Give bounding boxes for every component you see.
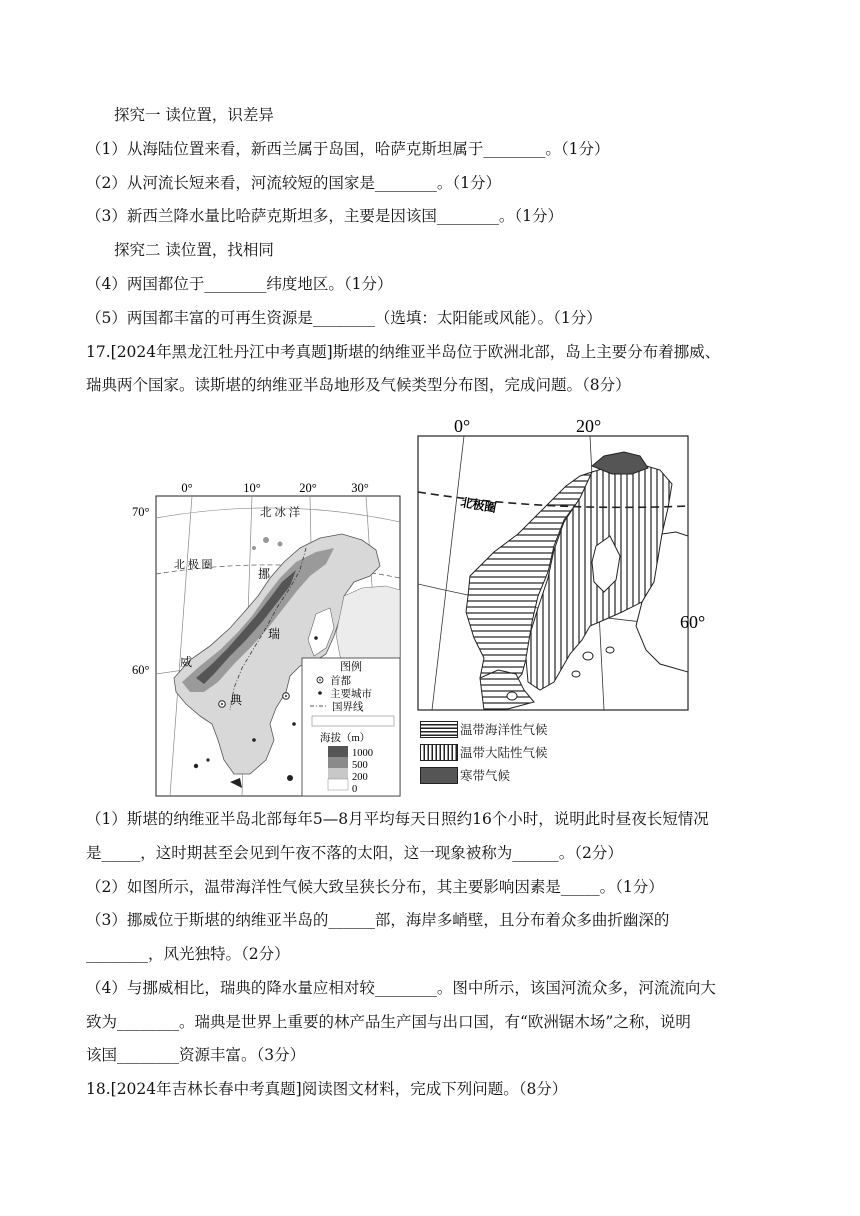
question-1: （1）从海陆位置来看，新西兰属于岛国，哈萨克斯坦属于________。（1分）	[86, 140, 610, 158]
sweden-label: 典	[230, 693, 243, 707]
arctic-circle-label: 北 极 圈	[174, 559, 213, 571]
legend-city: 主要城市	[330, 689, 372, 700]
question-5: （5）两国都丰富的可再生资源是________（选填：太阳能或风能）。（1分）	[86, 309, 602, 327]
legend-capital: 首都	[330, 676, 351, 687]
sub-question-2: （2）如图所示，温带海洋性气候大致呈狭长分布，其主要影响因素是_____。（1分）	[86, 878, 664, 896]
elev-level: 1000	[352, 748, 373, 759]
question-4: （4）两国都位于________纬度地区。（1分）	[86, 275, 393, 293]
polar-climate-swatch	[420, 767, 458, 784]
continental-climate-swatch	[420, 744, 458, 761]
sub-question-4-line3: 该国________资源丰富。（3分）	[86, 1046, 306, 1064]
section-title-2: 探究二 读位置，找相同	[114, 241, 274, 259]
lat-label: 70°	[132, 505, 150, 519]
legend-title: 图例	[340, 661, 362, 673]
sub-question-1-line2: 是_____，这时期甚至会见到午夜不落的太阳，这一现象被称为______。（2分）	[86, 844, 623, 862]
norway-label: 挪	[258, 567, 271, 581]
norway-label: 威	[180, 655, 193, 669]
terrain-map	[130, 478, 402, 800]
sub-question-3-line2: ________，风光独特。（2分）	[86, 945, 290, 963]
climate-map	[414, 412, 714, 714]
lon-label: 0°	[181, 481, 193, 495]
legend-border: 国界线	[332, 702, 364, 713]
problem-18-intro: 18.[2024年吉林长春中考真题]阅读图文材料，完成下列问题。（8分）	[86, 1080, 568, 1098]
lon-label: 20°	[576, 416, 602, 436]
legend-oceanic-climate: 温带海洋性气候	[460, 722, 548, 737]
elev-level: 200	[352, 772, 368, 783]
lon-label: 10°	[243, 481, 261, 495]
legend-polar-climate: 寒带气候	[460, 768, 511, 783]
problem-17-intro-line1: 17.[2024年黑龙江牡丹江中考真题]斯堪的纳维亚半岛位于欧洲北部，岛上主要分布着挪威、	[86, 343, 721, 361]
elev-level: 0	[352, 784, 358, 795]
sea-label: 北 冰 洋	[260, 507, 301, 519]
sweden-label: 瑞	[268, 627, 281, 641]
elev-level: 500	[352, 760, 368, 771]
legend-continental-climate: 温带大陆性气候	[460, 745, 548, 760]
sub-question-4-line2: 致为________。瑞典是世界上重要的林产品生产国与出口国，有“欧洲锯木场”之称，说明	[86, 1013, 691, 1031]
lon-label: 0°	[454, 416, 471, 436]
question-2: （2）从河流长短来看，河流较短的国家是________。（1分）	[86, 174, 501, 192]
lat-label: 60°	[132, 663, 150, 677]
legend-elevation-title: 海拔（m）	[320, 733, 371, 744]
sub-question-3-line1: （3）挪威位于斯堪的纳维亚半岛的______部，海岸多峭壁，且分布着众多曲折幽深的	[86, 911, 670, 929]
problem-17-intro-line2: 瑞典两个国家。读斯堪的纳维亚半岛地形及气候类型分布图，完成问题。（8分）	[86, 376, 631, 394]
section-title-1: 探究一 读位置，识差异	[114, 106, 274, 124]
question-3: （3）新西兰降水量比哈萨克斯坦多，主要是因该国________。（1分）	[86, 207, 563, 225]
lon-label: 20°	[299, 481, 317, 495]
oceanic-climate-swatch	[420, 721, 458, 738]
lat-label: 60°	[680, 612, 706, 632]
sub-question-4-line1: （4）与挪威相比，瑞典的降水量应相对较________。图中所示，该国河流众多，河流流向大	[86, 979, 716, 997]
sub-question-1-line1: （1）斯堪的纳维亚半岛北部每年5—8月平均每天日照约16个小时，说明此时昼夜长短情况	[86, 810, 709, 828]
arctic-circle-label: 北极圈	[459, 495, 498, 516]
lon-label: 30°	[351, 481, 369, 495]
